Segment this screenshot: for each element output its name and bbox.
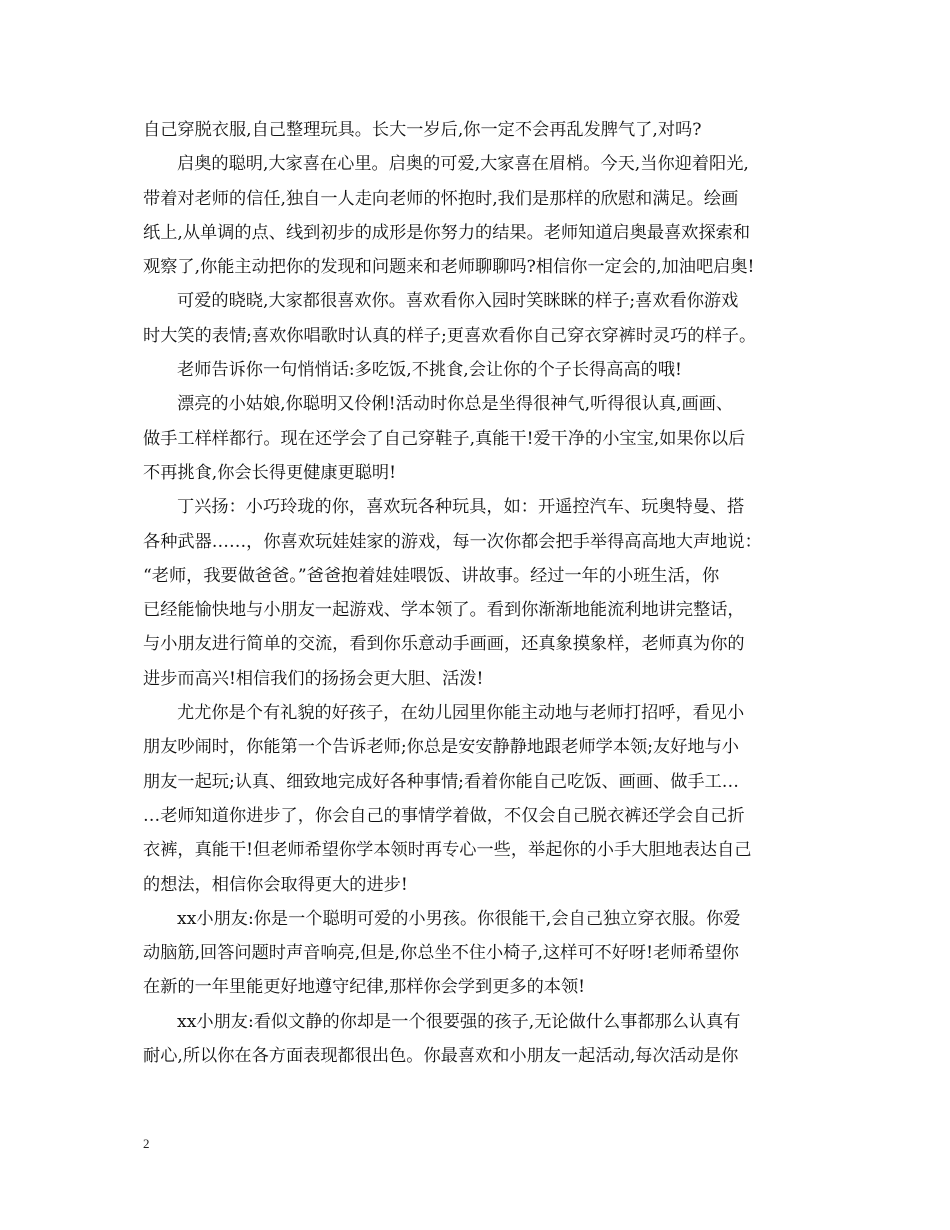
- text-line: xx小朋友:看似文静的你却是一个很要强的孩子,无论做什么事都那么认真有: [177, 1011, 741, 1032]
- text-line: 带着对老师的信任,独自一人走向老师的怀抱时,我们是那样的欣慰和满足。绘画: [143, 188, 739, 209]
- text-line: 时大笑的表情;喜欢你唱歌时认真的样子;更喜欢看你自己穿衣穿裤时灵巧的样子。: [143, 325, 757, 346]
- text-line: 耐心,所以你在各方面表现都很出色。你最喜欢和小朋友一起活动,每次活动是你: [143, 1046, 739, 1067]
- text-line: 在新的一年里能更好地遵守纪律,那样你会学到更多的本领!: [143, 977, 586, 998]
- text-line: 可爱的晓晓,大家都很喜欢你。喜欢看你入园时笑眯眯的样子;喜欢看你游戏: [177, 291, 739, 312]
- page-number: 2: [143, 1136, 150, 1151]
- text-line: 观察了,你能主动把你的发现和问题来和老师聊聊吗?相信你一定会的,加油吧启奥!: [143, 257, 755, 278]
- text-line: 做手工样样都行。现在还学会了自己穿鞋子,真能干!爱干净的小宝宝,如果你以后: [143, 428, 746, 449]
- text-line: 尤尤你是个有礼貌的好孩子，在幼儿园里你能主动地与老师打招呼，看见小: [177, 703, 745, 724]
- text-line: 动脑筋,回答问题时声音响亮,但是,你总坐不住小椅子,这样可不好呀!老师希望你: [143, 943, 739, 964]
- text-line: 进步而高兴!相信我们的扬扬会更大胆、活泼!: [143, 668, 484, 689]
- text-line: 老师告诉你一句悄悄话:多吃饭,不挑食,会让你的个子长得高高的哦!: [177, 360, 682, 381]
- text-line: …老师知道你进步了，你会自己的事情学着做，不仅会自己脱衣裤还学会自己折: [143, 805, 745, 826]
- text-line: xx小朋友:你是一个聪明可爱的小男孩。你很能干,会自己独立穿衣服。你爱: [177, 908, 741, 929]
- text-line: 各种武器……，你喜欢玩娃娃家的游戏，每一次你都会把手举得高高地大声地说：: [143, 531, 762, 552]
- text-line: “老师，我要做爸爸。”爸爸抱着娃娃喂饭、讲故事。经过一年的小班生活，你: [143, 565, 720, 586]
- text-line: 的想法，相信你会取得更大的进步!: [143, 874, 408, 895]
- text-line: 朋友吵闹时，你能第一个告诉老师;你总是安安静静地跟老师学本领;友好地与小: [143, 737, 739, 758]
- text-line: 纸上,从单调的点、线到初步的成形是你努力的结果。老师知道启奥最喜欢探索和: [143, 222, 751, 243]
- text-line: 与小朋友进行简单的交流，看到你乐意动手画画，还真象摸象样，老师真为你的: [143, 634, 745, 655]
- text-line: 已经能愉快地与小朋友一起游戏、学本领了。看到你渐渐地能流利地讲完整话，: [143, 600, 745, 621]
- text-line: 朋友一起玩;认真、细致地完成好各种事情;看着你能自己吃饭、画画、做手工…: [143, 771, 739, 792]
- text-line: 丁兴扬：小巧玲珑的你，喜欢玩各种玩具，如：开遥控汽车、玩奥特曼、搭: [177, 497, 745, 518]
- text-line: 自己穿脱衣服,自己整理玩具。长大一岁后,你一定不会再乱发脾气了,对吗?: [143, 120, 702, 140]
- text-line: 漂亮的小姑娘,你聪明又伶俐!活动时你总是坐得很神气,听得很认真,画画、: [177, 394, 734, 415]
- text-line: 启奥的聪明,大家喜在心里。启奥的可爱,大家喜在眉梢。今天,当你迎着阳光,: [177, 154, 749, 175]
- text-line: 衣裤，真能干!但老师希望你学本领时再专心一些，举起你的小手大胆地表达自己: [143, 840, 752, 861]
- document-body: [143, 113, 811, 1073]
- text-line: 不再挑食,你会长得更健康更聪明!: [143, 462, 396, 483]
